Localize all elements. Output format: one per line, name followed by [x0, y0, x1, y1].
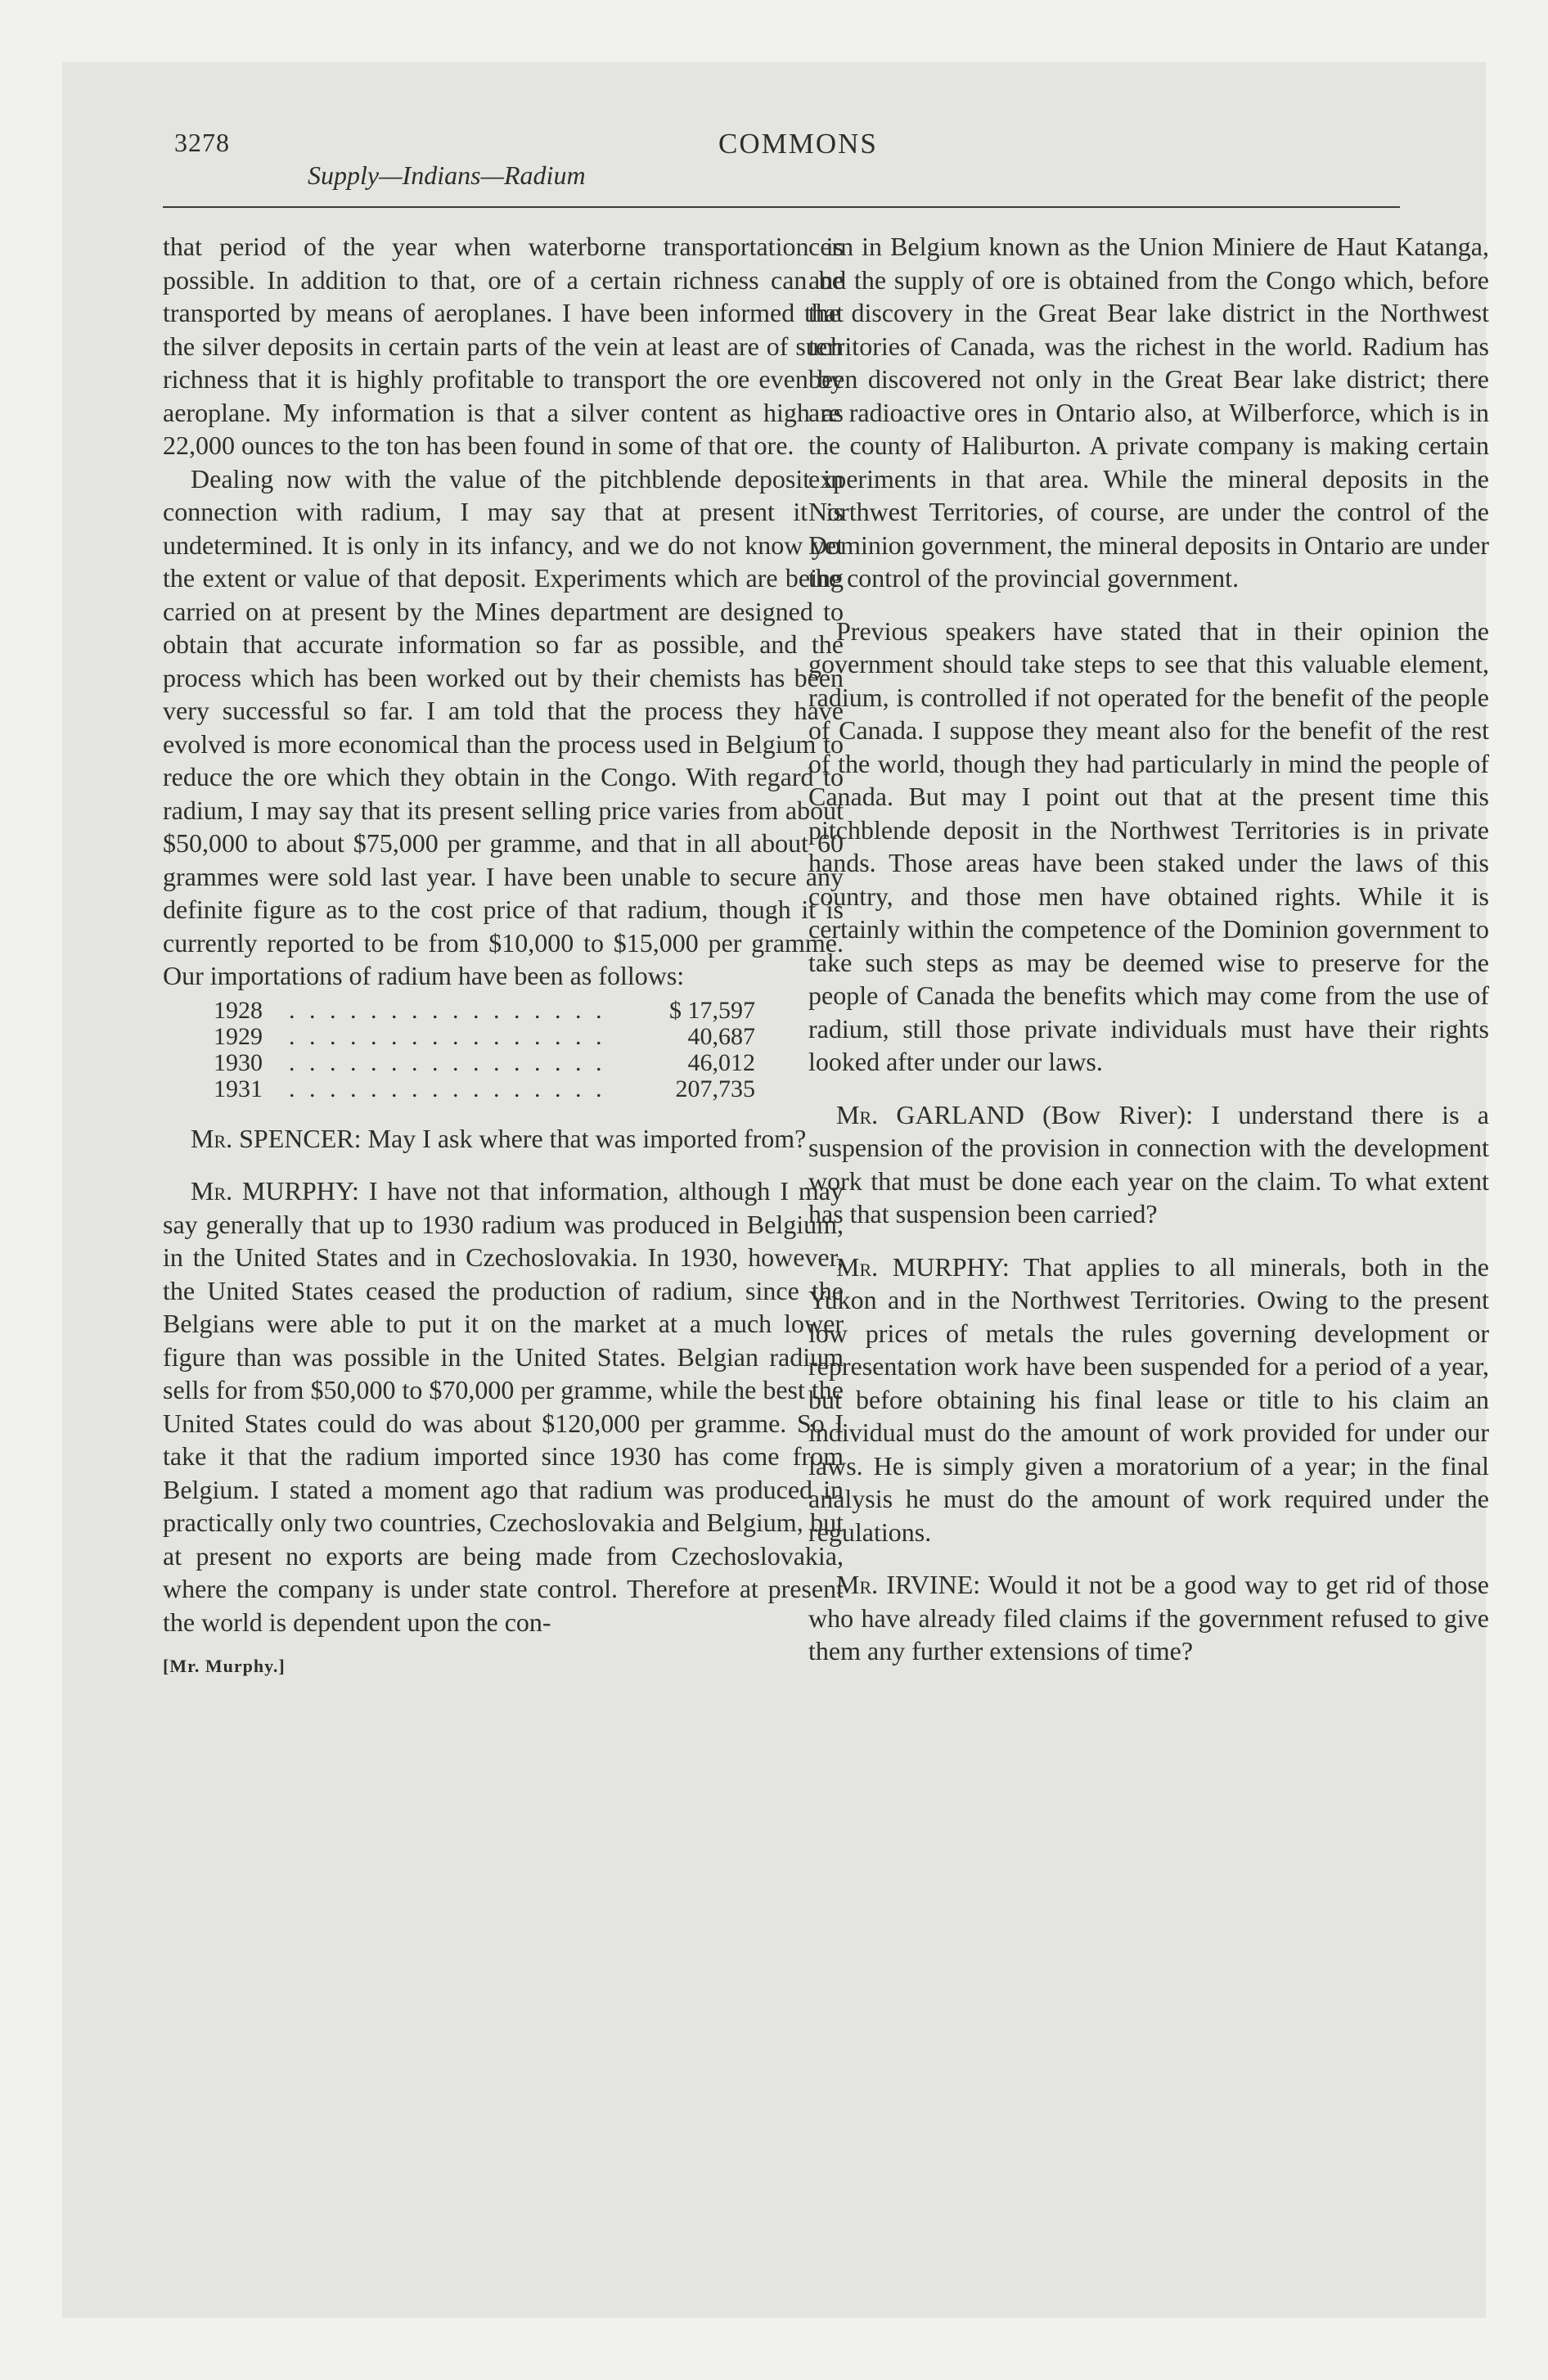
amount-cell: 40,687: [687, 1022, 755, 1050]
header-rule: [163, 206, 1400, 208]
amount-cell: 46,012: [687, 1048, 755, 1076]
speaker-name: Mr. MURPHY:: [191, 1176, 359, 1206]
irvine-text: Would it not be a good way to get rid of those who have already filed claims if the government refused to give them any further extensions of time?: [808, 1570, 1489, 1666]
speaker-tag: [Mr. Murphy.]: [163, 1656, 286, 1676]
garland-text: (Bow River): I understand there is a suspension of the provision in connection with the development work that must be done each year on the claim. To what extent has that suspension been carried?: [808, 1099, 1489, 1228]
page-header: [62, 62, 1486, 226]
left-paragraph-2: Dealing now with the value of the pitchblende deposit in connection with radium, I may say that at present it is undetermined. It is only in its infancy, and we do not know yet the extent or value of that deposit. Experiments which are being carried on at present by the Mines department are designed to obtain that accurate information so far as possible, and the process which has been worked out by their chemists has been very successful so far. I am told that the process they have evolved is more economical than the process used in Belgium to reduce the ore which they obtain in the Congo. With regard to radium, I may say that its present selling price varies from about $50,000 to about $75,000 per gramme, and that in all about 60 grammes were sold last year. I have been unable to secure any definite figure as to the cost price of that radium, though it is currently reported to be from $10,000 to $15,000 per gramme. Our importations of radium have been as follows:: [163, 463, 844, 990]
dot-leaders: . . . . . . . . . . . . . . . .: [289, 996, 606, 1024]
table-row: [214, 998, 755, 1024]
spencer-text: May I ask where that was imported from?: [367, 1123, 807, 1153]
scanned-page: [62, 62, 1490, 2318]
spencer-question: [163, 1122, 844, 1156]
speaker-name: Mr. MURPHY:: [836, 1251, 1010, 1282]
murphy-answer: [163, 1174, 844, 1639]
irvine-question: [808, 1568, 1489, 1668]
amount-cell: $ 17,597: [669, 996, 755, 1024]
table-row: [214, 1024, 755, 1050]
right-column: [808, 230, 1489, 1668]
imports-table: [214, 998, 755, 1102]
running-title: Supply—Indians—Radium: [308, 160, 586, 190]
year-cell: 1931: [214, 1075, 263, 1102]
right-paragraph-1: cern in Belgium known as the Union Miniere de Haut Katanga, and the supply of ore is obtained from the Congo which, before the discovery in the Great Bear lake district in the Northwest territories of Canada, was the richest in the world. Radium has been discovered not only in the Great Bear lake district; there are radioactive ores in Ontario also, at Wilberforce, which is in the county of Haliburton. A private company is making certain experiments in that area. While the mineral deposits in the Northwest Territories, of course, are under the control of the Dominion government, the mineral deposits in Ontario are under the control of the provincial government.: [808, 232, 1489, 593]
speaker-name: Mr. IRVINE:: [836, 1570, 981, 1599]
page-number: 3278: [174, 128, 230, 157]
speaker-name: Mr. GARLAND: [836, 1099, 1024, 1129]
dot-leaders: . . . . . . . . . . . . . . . .: [289, 1075, 606, 1102]
year-cell: 1928: [214, 996, 263, 1024]
left-column: [163, 230, 844, 1684]
garland-question: [808, 1098, 1489, 1231]
year-cell: 1929: [214, 1022, 263, 1050]
amount-cell: 207,735: [675, 1075, 755, 1102]
speaker-name: Mr. SPENCER:: [191, 1123, 362, 1153]
left-paragraph-1: that period of the year when waterborne transportation is possible. In addition to that, ore of a certain richness can be transported by means of aeroplanes. I have been informed that the silver deposits in certain parts of the vein at least are of such richness that it is highly profitable to transport the ore even by aeroplane. My information is that a silver content as high as 22,000 ounces to the ton has been found in some of that ore.: [163, 232, 844, 460]
murphy-text: I have not that information, although I may say generally that up to 1930 radium was produced in Belgium, in the United States and in Czechoslovakia. In 1930, however, the United States ceased the production of radium, since the Belgians were able to put it on the market at a much lower figure than was possible in the United States. Belgian radium sells for from $50,000 to $70,000 per gramme, while the best the United States could do was about $120,000 per gramme. So I take it that the radium imported since 1930 has come from Belgium. I stated a moment ago that radium was produced in practically only two countries, Czechoslovakia and Belgium, but at present no exports are being made from Czechoslovakia, where the company is under state control. Therefore at present the world is dependent upon the con-: [163, 1176, 844, 1637]
year-cell: 1930: [214, 1048, 263, 1076]
dot-leaders: . . . . . . . . . . . . . . . .: [289, 1022, 606, 1050]
murphy-reply: [808, 1251, 1489, 1549]
dot-leaders: . . . . . . . . . . . . . . . .: [289, 1048, 606, 1076]
murphy-reply-text: That applies to all minerals, both in the Yukon and in the Northwest Territories. Owing to the present low prices of metals the rules governing development or representation work have been suspended for a period of a year, but before obtaining his final lease or title to his claim an individual must do the amount of work provided for under our laws. He is simply given a moratorium of a year; in the final analysis he must do the amount of work required under the regulations.: [808, 1251, 1490, 1547]
right-paragraph-2: Previous speakers have stated that in their opinion the government should take steps to see that this valuable element, radium, is controlled if not operated for the benefit of the people of Canada. I suppose they meant also for the benefit of the rest of the world, though they had particularly in mind the people of Canada. But may I point out that at the present time this pitchblende deposit in the Northwest Territories is in private hands. Those areas have been staked under the laws of this country, and those men have obtained rights. While it is certainly within the competence of the Dominion government to take such steps as may be deemed wise to preserve for the people of Canada the benefits which may come from the use of radium, still those private individuals must have their rights looked after under our laws.: [808, 615, 1489, 1076]
table-row: [214, 1050, 755, 1076]
journal-name: COMMONS: [718, 128, 878, 160]
table-row: [214, 1076, 755, 1102]
